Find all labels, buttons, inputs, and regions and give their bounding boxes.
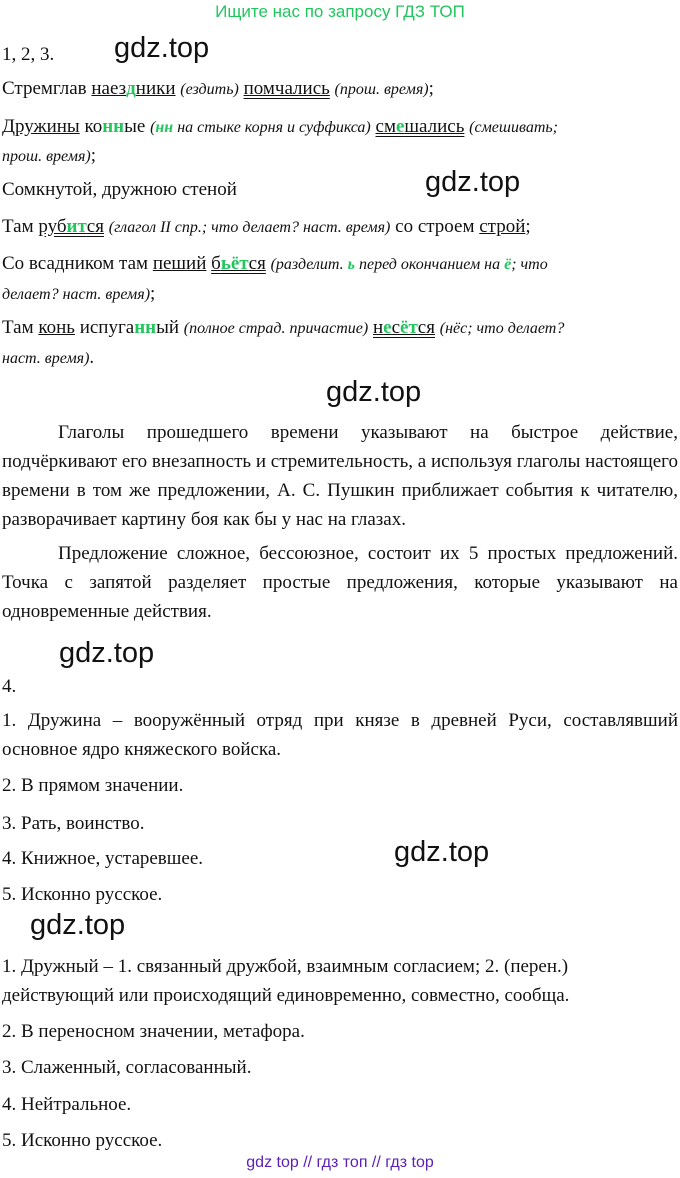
poem-line-6: Там конь испуганный (полное страд. причастие) несётся (нёс; что делает?: [2, 317, 565, 338]
section-4-header: 4.: [2, 676, 17, 697]
poem-line-1: Стремглав наездники (ездить) помчались (прош. время);: [2, 78, 434, 99]
list4-item-3: 3. Рать, воинство.: [2, 813, 145, 834]
watermark: gdz.top: [59, 637, 155, 669]
poem-line-3: Сомкнутой, дружною стеной: [2, 179, 237, 200]
poem-line-2: Дружины конные (нн на стыке корня и суффикса) смешались (смешивать;: [2, 116, 558, 137]
watermark: gdz.top: [425, 166, 521, 198]
watermark: gdz.top: [394, 836, 490, 868]
list4-item-4: 4. Книжное, устаревшее.: [2, 848, 204, 869]
list5-item-4: 4. Нейтральное.: [2, 1094, 132, 1115]
poem-line-6-cont: наст. время).: [2, 347, 95, 368]
poem-line-4: Там рубится (глагол II спр.; что делает? наст. время) со строем строй;: [2, 216, 531, 237]
list5-item-1: 1. Дружный – 1. связанный дружбой, взаимным согласием; 2. (перен.) действующий или происходящий единовременно, совместно, сообща.: [2, 956, 570, 1006]
list5-item-2: 2. В переносном значении, метафора.: [2, 1021, 305, 1042]
paragraph-sentence: Предложение сложное, бессоюзное, состоит их 5 простых предложений. Точка с запятой разделяет простые предложения, которые указывают на одновременные действия.: [2, 543, 678, 622]
section-header: 1, 2, 3.: [2, 44, 55, 65]
paragraph-verbs: Глаголы прошедшего времени указывают на быстрое действие, подчёркивают его внезапность и стремительность, а используя глаголы настоящего времени в том же предложении, А. С. Пушкин приближает события к читателю, разворачивает картину боя как бы у нас на глазах.: [2, 422, 678, 530]
watermark: gdz.top: [326, 376, 422, 408]
top-banner[interactable]: Ищите нас по запросу ГДЗ ТОП: [215, 2, 465, 21]
list4-item-1: 1. Дружина – вооружённый отряд при князе в древней Руси, составлявший основное ядро княжеского войска.: [2, 710, 678, 760]
poem-line-5: Со всадником там пеший бьётся (разделит. ь перед окончанием на ё; что: [2, 253, 548, 274]
list4-item-2: 2. В прямом значении.: [2, 775, 184, 796]
list5-item-3: 3. Слаженный, согласованный.: [2, 1057, 252, 1078]
poem-line-5-cont: делает? наст. время);: [2, 283, 156, 304]
watermark: gdz.top: [114, 32, 210, 64]
list5-item-5: 5. Исконно русское.: [2, 1130, 163, 1151]
poem-line-2-cont: прош. время);: [2, 145, 96, 166]
list4-item-5: 5. Исконно русское.: [2, 884, 163, 905]
watermark: gdz.top: [30, 909, 126, 941]
footer-links[interactable]: gdz top // гдз топ // гдз top: [246, 1154, 434, 1171]
